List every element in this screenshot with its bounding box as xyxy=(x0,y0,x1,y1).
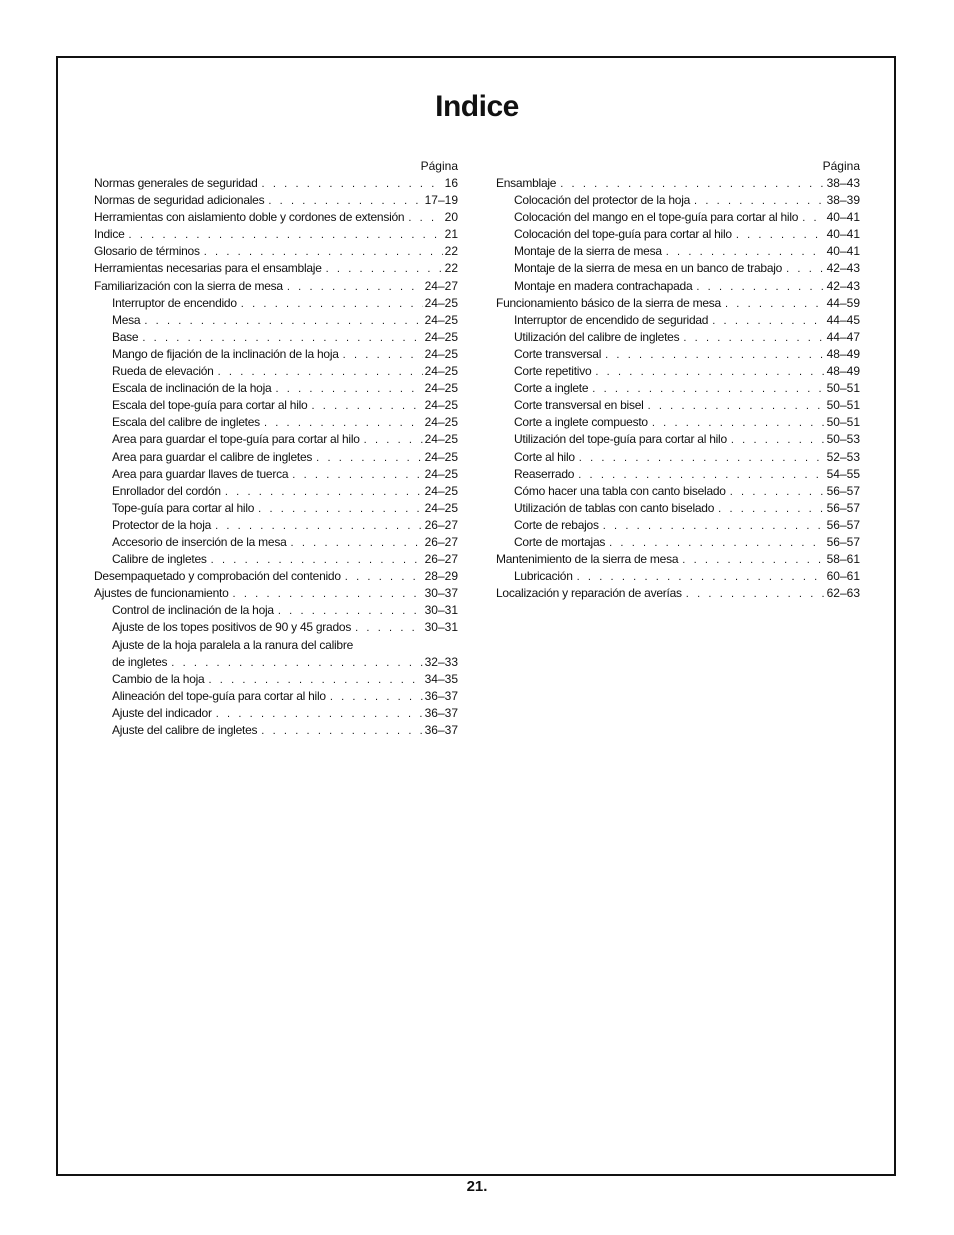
toc-entry xyxy=(496,397,860,414)
toc-entry-page: 50–53 xyxy=(826,432,860,447)
toc-entry-title: Protector de la hoja xyxy=(112,517,212,532)
dot-leader xyxy=(786,261,825,277)
toc-entry xyxy=(94,671,458,688)
dot-leader xyxy=(258,501,422,517)
dot-leader xyxy=(204,244,443,260)
toc-entry-page: 44–45 xyxy=(826,312,860,327)
dot-leader xyxy=(261,723,422,739)
dot-leader xyxy=(311,398,422,414)
toc-entry-title: Familiarización con la sierra de mesa xyxy=(94,278,283,293)
dot-leader xyxy=(605,347,825,363)
toc-entry xyxy=(94,329,458,346)
toc-right-column xyxy=(496,158,860,602)
toc-entry-title: Corte transversal xyxy=(514,346,602,361)
toc-list-left xyxy=(94,175,458,739)
toc-entry-title: Tope-guía para cortar al hilo xyxy=(112,500,255,515)
dot-leader xyxy=(343,347,423,363)
toc-entry-page: 56–57 xyxy=(826,500,860,515)
dot-leader xyxy=(579,450,825,466)
toc-entry xyxy=(94,192,458,209)
toc-entry-title: Montaje en madera contrachapada xyxy=(514,278,693,293)
toc-entry xyxy=(94,431,458,448)
toc-entry-title: Rueda de elevación xyxy=(112,364,214,379)
dot-leader xyxy=(696,279,824,295)
dot-leader xyxy=(595,364,824,380)
dot-leader xyxy=(712,313,824,329)
toc-entry-title: Ajuste de la hoja paralela a la ranura del calibre xyxy=(112,637,353,652)
dot-leader xyxy=(592,381,824,397)
toc-entry-page: 24–25 xyxy=(424,483,458,498)
toc-entry xyxy=(94,637,458,654)
toc-entry-page: 48–49 xyxy=(826,346,860,361)
toc-entry-page: 60–61 xyxy=(826,569,860,584)
toc-entry xyxy=(94,534,458,551)
toc-entry-title: Cambio de la hoja xyxy=(112,671,205,686)
dot-leader xyxy=(275,381,422,397)
toc-entry-title: Interruptor de encendido xyxy=(112,295,237,310)
dot-leader xyxy=(208,672,422,688)
toc-entry xyxy=(496,380,860,397)
toc-entry-page: 30–31 xyxy=(424,620,458,635)
toc-entry xyxy=(94,517,458,534)
toc-entry xyxy=(94,705,458,722)
toc-entry-title: Montaje de la sierra de mesa xyxy=(514,244,662,259)
toc-entry xyxy=(496,243,860,260)
toc-entry-title: de ingletes xyxy=(112,654,168,669)
toc-entry xyxy=(496,295,860,312)
dot-leader xyxy=(603,518,825,534)
toc-entry-page: 24–25 xyxy=(424,415,458,430)
toc-entry-title: Corte transversal en bisel xyxy=(514,398,644,413)
toc-entry-page: 50–51 xyxy=(826,415,860,430)
toc-entry-page: 24–25 xyxy=(424,381,458,396)
toc-entry-title: Area para guardar el tope-guía para cortar al hilo xyxy=(112,432,360,447)
toc-entry xyxy=(496,534,860,551)
dot-leader xyxy=(142,330,422,346)
dot-leader xyxy=(171,655,422,671)
toc-entry-title: Utilización del calibre de ingletes xyxy=(514,329,680,344)
toc-entry-title: Corte repetitivo xyxy=(514,364,592,379)
dot-leader xyxy=(725,296,825,312)
toc-entry-page: 56–57 xyxy=(826,534,860,549)
toc-entry xyxy=(94,175,458,192)
dot-leader xyxy=(577,569,825,585)
dot-leader xyxy=(287,279,423,295)
dot-leader xyxy=(292,467,422,483)
toc-entry xyxy=(496,278,860,295)
toc-entry-page: 36–37 xyxy=(424,705,458,720)
toc-entry-page: 52–53 xyxy=(826,449,860,464)
toc-entry-title: Funcionamiento básico de la sierra de mesa xyxy=(496,295,721,310)
toc-entry-page: 62–63 xyxy=(826,586,860,601)
toc-entry-page: 26–27 xyxy=(424,552,458,567)
toc-entry-page: 36–37 xyxy=(424,688,458,703)
toc-entry-page: 24–25 xyxy=(424,500,458,515)
page-column-header: Página xyxy=(822,159,860,173)
toc-entry xyxy=(496,209,860,226)
toc-entry xyxy=(94,722,458,739)
toc-entry xyxy=(496,329,860,346)
toc-entry xyxy=(94,602,458,619)
toc-entry xyxy=(94,295,458,312)
toc-entry-page: 34–35 xyxy=(424,671,458,686)
toc-entry xyxy=(94,363,458,380)
toc-entry-page: 24–25 xyxy=(424,449,458,464)
toc-entry-page: 28–29 xyxy=(424,569,458,584)
toc-entry-title: Ajustes de funcionamiento xyxy=(94,586,229,601)
toc-entry xyxy=(496,500,860,517)
toc-left-column xyxy=(94,158,458,739)
toc-entry xyxy=(94,619,458,636)
toc-entry-page: 24–25 xyxy=(424,295,458,310)
toc-entry-page: 38–39 xyxy=(826,193,860,208)
toc-entry-page: 24–25 xyxy=(424,364,458,379)
toc-entry-title: Mango de fijación de la inclinación de la hoja xyxy=(112,346,339,361)
toc-entry-title: Escala de inclinación de la hoja xyxy=(112,381,272,396)
dot-leader xyxy=(666,244,825,260)
toc-entry-title: Ensamblaje xyxy=(496,176,557,190)
toc-entry-page: 56–57 xyxy=(826,517,860,532)
dot-leader xyxy=(316,450,422,466)
toc-entry-page: 26–27 xyxy=(424,517,458,532)
dot-leader xyxy=(330,689,423,705)
toc-entry xyxy=(94,226,458,243)
dot-leader xyxy=(364,432,423,448)
toc-entry xyxy=(496,466,860,483)
dot-leader xyxy=(408,210,442,226)
toc-entry-page: 38–43 xyxy=(826,176,860,190)
toc-entry xyxy=(496,192,860,209)
dot-leader xyxy=(736,227,825,243)
toc-entry-title: Utilización del tope-guía para cortar al hilo xyxy=(514,432,727,447)
toc-entry-page: 30–37 xyxy=(424,586,458,601)
dot-leader xyxy=(718,501,824,517)
toc-entry xyxy=(94,209,458,226)
dot-leader xyxy=(215,518,423,534)
toc-entry-title: Herramientas necesarias para el ensamblaje xyxy=(94,261,322,276)
toc-entry xyxy=(496,585,860,602)
toc-entry xyxy=(94,585,458,602)
toc-entry-title: Cómo hacer una tabla con canto biselado xyxy=(514,483,726,498)
dot-leader xyxy=(648,398,825,414)
toc-entry-title: Base xyxy=(112,329,139,344)
dot-leader xyxy=(345,569,423,585)
toc-entry-title: Corte de mortajas xyxy=(514,534,606,549)
toc-entry-title: Desempaquetado y comprobación del contenido xyxy=(94,569,341,584)
toc-entry xyxy=(496,568,860,585)
dot-leader xyxy=(129,227,443,243)
dot-leader xyxy=(686,586,825,602)
toc-entry-page: 42–43 xyxy=(826,278,860,293)
toc-entry xyxy=(94,483,458,500)
dot-leader xyxy=(802,210,824,226)
toc-entry-page: 40–41 xyxy=(826,244,860,259)
dot-leader xyxy=(694,193,825,209)
page-title: Indice xyxy=(435,90,519,123)
toc-entry-title: Colocación del mango en el tope-guía para cortar al hilo xyxy=(514,210,799,225)
toc-entry-page: 42–43 xyxy=(826,261,860,276)
dot-leader xyxy=(216,706,423,722)
toc-entry-page: 22 xyxy=(444,261,458,276)
dot-leader xyxy=(291,535,423,551)
toc-entry-title: Ajuste de los topes positivos de 90 y 45 grados xyxy=(112,620,352,635)
toc-entry-title: Reaserrado xyxy=(514,466,575,481)
toc-entry xyxy=(496,517,860,534)
toc-list-right xyxy=(496,175,860,602)
toc-entry xyxy=(496,312,860,329)
toc-entry-title: Glosario de términos xyxy=(94,244,200,259)
toc-entry xyxy=(94,346,458,363)
toc-entry-title: Corte a inglete xyxy=(514,381,589,396)
toc-entry xyxy=(94,551,458,568)
toc-entry xyxy=(94,278,458,295)
dot-leader xyxy=(278,603,423,619)
toc-entry xyxy=(496,175,860,192)
toc-entry xyxy=(94,414,458,431)
toc-entry-title: Corte de rebajos xyxy=(514,517,599,532)
dot-leader xyxy=(682,552,824,568)
toc-entry-page: 24–25 xyxy=(424,312,458,327)
toc-entry-page: 22 xyxy=(444,244,458,259)
toc-entry xyxy=(496,483,860,500)
dot-leader xyxy=(560,176,824,192)
toc-entry-title: Indice xyxy=(94,227,125,242)
toc-entry-page: 16 xyxy=(444,176,458,190)
toc-entry-page: 20 xyxy=(444,210,458,225)
toc-entry-title: Lubricación xyxy=(514,569,573,584)
toc-entry-title: Colocación del tope-guía para cortar al hilo xyxy=(514,227,732,242)
toc-entry xyxy=(94,260,458,277)
toc-entry xyxy=(496,226,860,243)
toc-entry-title: Calibre de ingletes xyxy=(112,552,207,567)
dot-leader xyxy=(683,330,824,346)
toc-entry xyxy=(496,346,860,363)
dot-leader xyxy=(731,432,825,448)
toc-entry xyxy=(496,414,860,431)
toc-entry-title: Ajuste del calibre de ingletes xyxy=(112,723,258,737)
dot-leader xyxy=(609,535,825,551)
toc-entry-title: Escala del calibre de ingletes xyxy=(112,415,260,430)
toc-entry-page: 56–57 xyxy=(826,483,860,498)
toc-entry xyxy=(496,551,860,568)
dot-leader xyxy=(652,415,825,431)
toc-entry-page: 21 xyxy=(444,227,458,242)
toc-entry-page: 40–41 xyxy=(826,227,860,242)
dot-leader xyxy=(262,176,443,192)
toc-entry xyxy=(94,568,458,585)
toc-entry-title: Area para guardar el calibre de ingletes xyxy=(112,449,313,464)
toc-entry-title: Enrollador del cordón xyxy=(112,483,221,498)
toc-entry xyxy=(94,449,458,466)
toc-entry xyxy=(496,449,860,466)
dot-leader xyxy=(218,364,423,380)
dot-leader xyxy=(264,415,423,431)
toc-entry-page: 26–27 xyxy=(424,534,458,549)
toc-entry xyxy=(94,688,458,705)
toc-entry-page: 54–55 xyxy=(826,466,860,481)
toc-entry xyxy=(496,431,860,448)
toc-entry-title: Control de inclinación de la hoja xyxy=(112,603,274,618)
toc-entry-page: 50–51 xyxy=(826,381,860,396)
toc-entry-page: 50–51 xyxy=(826,398,860,413)
dot-leader xyxy=(225,484,423,500)
toc-entry-page: 36–37 xyxy=(424,723,458,737)
toc-entry xyxy=(94,397,458,414)
toc-entry xyxy=(94,380,458,397)
toc-entry-title: Herramientas con aislamiento doble y cordones de extensión xyxy=(94,210,405,225)
dot-leader xyxy=(241,296,423,312)
toc-entry-title: Normas generales de seguridad xyxy=(94,176,258,190)
toc-entry-page: 24–25 xyxy=(424,432,458,447)
toc-entry-title: Montaje de la sierra de mesa en un banco de trabajo xyxy=(514,261,783,276)
toc-entry-title: Normas de seguridad adicionales xyxy=(94,193,265,208)
dot-leader xyxy=(578,467,824,483)
toc-entry-page: 17–19 xyxy=(424,193,458,208)
page-column-header: Página xyxy=(420,159,458,173)
toc-entry-page: 24–25 xyxy=(424,329,458,344)
toc-entry xyxy=(94,243,458,260)
toc-entry xyxy=(496,260,860,277)
toc-entry xyxy=(94,500,458,517)
page-number: 21. xyxy=(466,1178,488,1195)
toc-entry-page: 44–59 xyxy=(826,295,860,310)
dot-leader xyxy=(355,620,423,636)
toc-entry xyxy=(94,312,458,329)
toc-entry-title: Mesa xyxy=(112,312,141,327)
dot-leader xyxy=(211,552,423,568)
toc-entry-page: 24–27 xyxy=(424,278,458,293)
toc-entry-page: 24–25 xyxy=(424,466,458,481)
toc-entry xyxy=(94,654,458,671)
toc-entry-title: Alineación del tope-guía para cortar al hilo xyxy=(112,688,326,703)
toc-entry-page: 32–33 xyxy=(424,654,458,669)
toc-entry-title: Corte a inglete compuesto xyxy=(514,415,648,430)
toc-entry-title: Corte al hilo xyxy=(514,449,575,464)
toc-entry-title: Colocación del protector de la hoja xyxy=(514,193,691,208)
toc-entry xyxy=(496,363,860,380)
toc-entry-title: Escala del tope-guía para cortar al hilo xyxy=(112,398,308,413)
toc-entry-page: 40–41 xyxy=(826,210,860,225)
dot-leader xyxy=(233,586,423,602)
toc-entry-page: 24–25 xyxy=(424,346,458,361)
toc-entry-page: 44–47 xyxy=(826,329,860,344)
toc-entry-title: Accesorio de inserción de la mesa xyxy=(112,534,287,549)
toc-entry-page: 48–49 xyxy=(826,364,860,379)
dot-leader xyxy=(730,484,825,500)
toc-entry-page: 58–61 xyxy=(826,552,860,567)
toc-entry-title: Area para guardar llaves de tuerca xyxy=(112,466,289,481)
toc-entry-title: Utilización de tablas con canto biselado xyxy=(514,500,715,515)
toc-entry-title: Localización y reparación de averías xyxy=(496,586,682,601)
toc-entry-title: Ajuste del indicador xyxy=(112,705,212,720)
toc-entry-title: Mantenimiento de la sierra de mesa xyxy=(496,552,679,567)
toc-entry xyxy=(94,466,458,483)
dot-leader xyxy=(144,313,422,329)
toc-entry-title: Interruptor de encendido de seguridad xyxy=(514,312,709,327)
dot-leader xyxy=(268,193,422,209)
toc-entry-page: 24–25 xyxy=(424,398,458,413)
dot-leader xyxy=(326,261,443,277)
toc-entry-page: 30–31 xyxy=(424,603,458,618)
